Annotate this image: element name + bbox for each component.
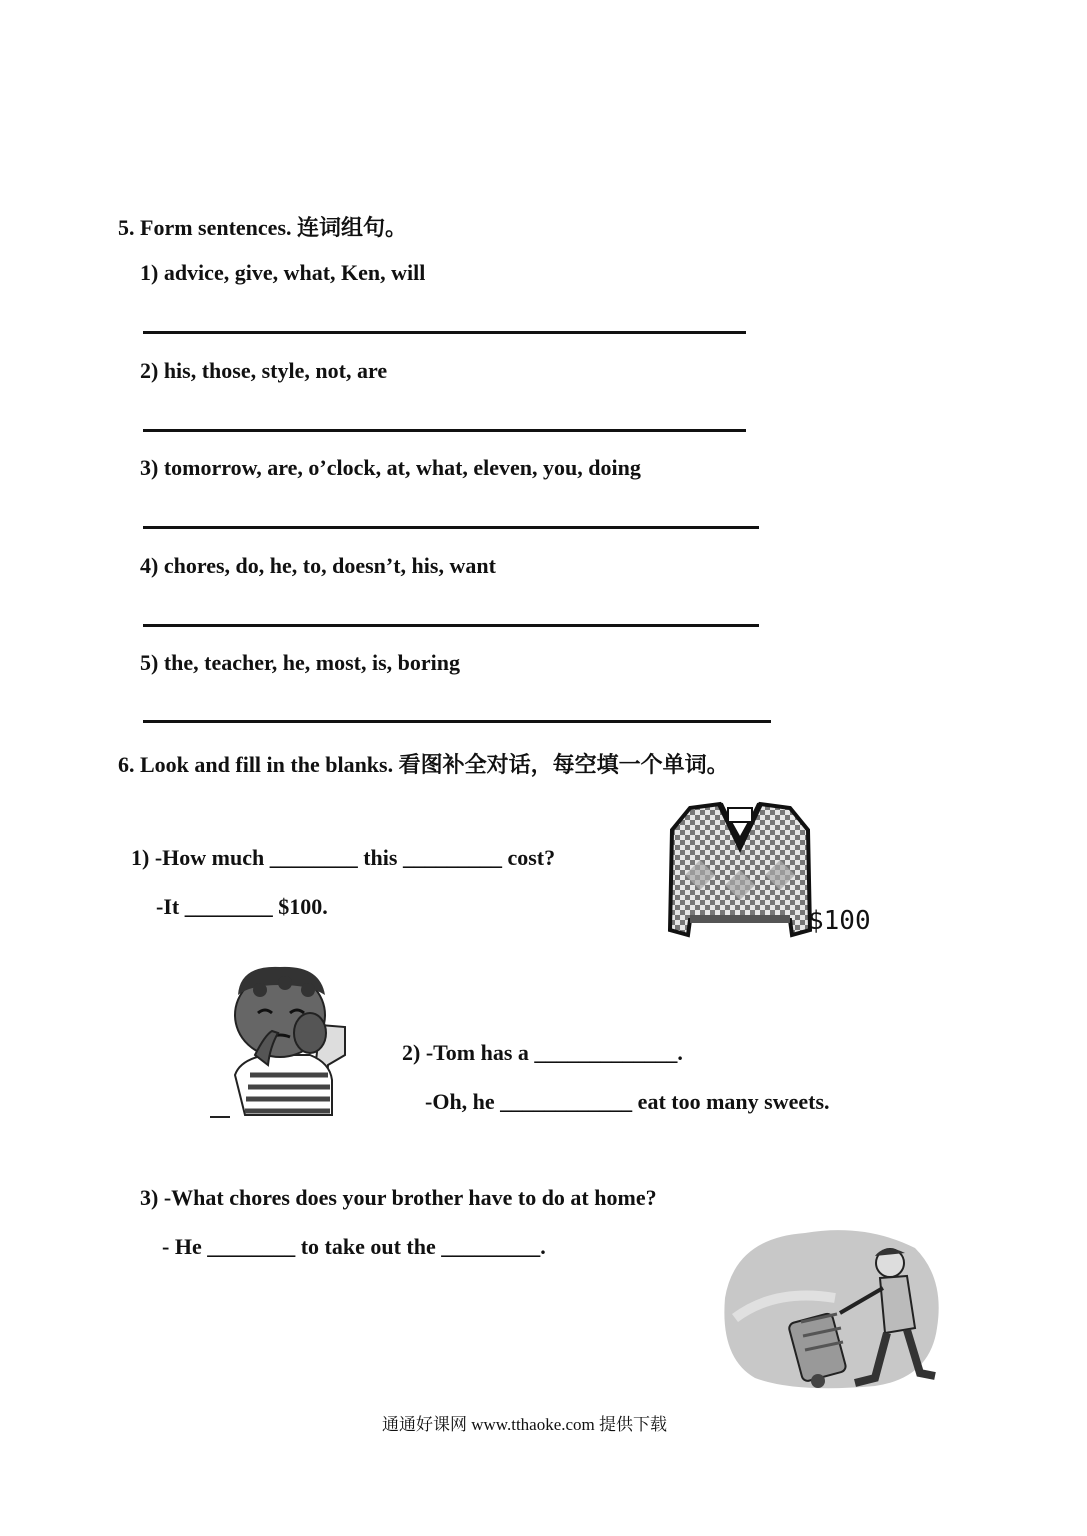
footer-source: 通通好课网 www.tthaoke.com 提供下载 [382,1415,668,1434]
answer-line-1[interactable] [143,331,746,334]
q1-answer: -It ________ $100. [156,894,328,919]
sentence-prompt-3: 3) tomorrow, are, o’clock, at, what, eleven, you, doing [140,455,641,480]
answer-line-3[interactable] [143,526,759,529]
boy-taking-out-trash-illustration [715,1218,945,1393]
section6-heading: 6. Look and fill in the blanks. 看图补全对话，每空填一个单词。 [118,752,729,777]
q3-question: 3) -What chores does your brother have to do at home? [140,1185,657,1210]
section5-heading: 5. Form sentences. 连词组句。 [118,215,408,240]
sentence-prompt-4: 4) chores, do, he, to, doesn’t, his, want [140,553,496,578]
q1-question: 1) -How much ________ this _________ cost? [131,845,556,870]
q3-answer: - He ________ to take out the _________. [162,1234,546,1259]
sentence-prompt-2: 2) his, those, style, not, are [140,358,388,383]
price-tag: $100 [808,906,871,936]
sweater-illustration [660,800,820,950]
boy-toothache-illustration [210,955,360,1120]
q2-question: 2) -Tom has a _____________. [402,1040,683,1065]
q2-answer: -Oh, he ____________ eat too many sweets. [425,1089,830,1114]
answer-line-2[interactable] [143,429,746,432]
sentence-prompt-5: 5) the, teacher, he, most, is, boring [140,650,460,675]
answer-line-4[interactable] [143,624,759,627]
sentence-prompt-1: 1) advice, give, what, Ken, will [140,260,426,285]
answer-line-5[interactable] [143,720,771,723]
